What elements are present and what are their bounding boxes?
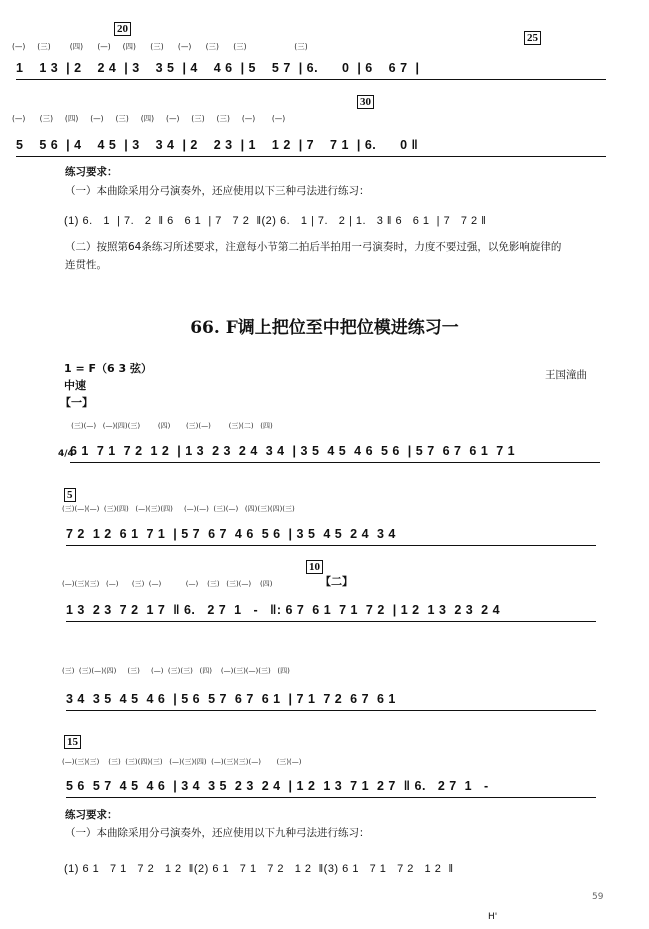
rhythm-underline — [66, 621, 596, 622]
requirement-1-top: （一）本曲除采用分弓演奏外，还应使用以下三种弓法进行练习： — [65, 185, 370, 197]
rhythm-underline — [66, 797, 596, 798]
notation-row-top-1: 1 1 3 | 2 2 4 | 3 3 5 | 4 4 6 | 5 5 7 | 6. 0 | 6 6 7 | — [16, 61, 420, 75]
requirement-1-bottom: （一）本曲除采用分弓演奏外，还应使用以下九种弓法进行练习： — [65, 827, 370, 839]
requirement-2-line2: 连贯性。 — [65, 259, 107, 271]
footer-mark: H' — [488, 912, 498, 922]
rhythm-underline — [16, 156, 606, 157]
time-signature: 4/4 — [58, 449, 74, 459]
composer: 王国潼曲 — [545, 369, 587, 381]
fingering-row-1: (三)(—) (—)(四)(三) (四) (三)(—) (三)(二) (四) — [60, 422, 273, 430]
rhythm-underline — [70, 462, 600, 463]
tempo-marking: 中速 — [64, 379, 86, 392]
measure-number-30: 30 — [357, 95, 374, 109]
measure-number-20: 20 — [114, 22, 131, 36]
page-number: 59 — [592, 892, 604, 902]
notation-row-top-2: 5 5 6 | 4 4 5 | 3 3 4 | 2 2 3 | 1 1 2 | 7 7 1 | 6. 0 ‖ — [16, 138, 419, 152]
fingering-row-4: (三) (三)(—)(四) (三) (—) (三)(三) (四) (—)(三)(—)(三) (四) — [62, 667, 290, 675]
section-label-2: 【二】 — [320, 575, 353, 588]
measure-number-10: 10 — [306, 560, 323, 574]
notation-row-3: 1 3 2 3 7 2 1 7 ‖ 6. 2 7 1 - ‖: 6 7 6 1 7 1 7 2 | 1 2 1 3 2 3 2 4 — [66, 603, 501, 617]
measure-number-25: 25 — [524, 31, 541, 45]
section-label-1: 【一】 — [60, 396, 93, 409]
key-signature: 1 = F（6 3 弦） — [64, 362, 153, 375]
requirements-title-bottom: 练习要求： — [65, 809, 118, 821]
bowing-patterns-top: (1) 6. 1 | 7. 2 ‖ 6 6 1 | 7 7 2 ‖(2) 6. 1 | 7. 2 | 1. 3 ‖ 6 6 1 | 7 7 2 ‖ — [64, 215, 487, 227]
fingering-row-3: (—)(三)(三) (—) (三) (—) (—) (三) (三)(—) (四) — [62, 580, 273, 588]
notation-row-4: 3 4 3 5 4 5 4 6 | 5 6 5 7 6 7 6 1 | 7 1 7 2 6 7 6 1 — [66, 692, 396, 706]
rhythm-underline — [16, 79, 606, 80]
fingering-row-2: (三)(—)(—) (三)(四) (—)(三)(四) (—)(—) (三)(—) (四)(三)(四)(三) — [62, 505, 295, 513]
measure-number-5: 5 — [64, 488, 76, 502]
requirement-2-line1: （二）按照第64条练习所述要求，注意每小节第二拍后半拍用一弓演奏时，力度不要过强，以免影响旋律的 — [65, 241, 562, 253]
measure-number-15: 15 — [64, 735, 81, 749]
requirements-title-top: 练习要求： — [65, 166, 118, 178]
fingering-row-5: (—)(三)(三) (三) (三)(四)(三) (—)(三)(四) (—)(三)(三)(—) (三)(—) — [62, 758, 302, 766]
fingering-row-top-2: (—) (三) (四) (—) (三) (四) (—) (三) (三) (—) (—) — [12, 114, 286, 123]
piece-title: 66. F调上把位至中把位模进练习一 — [190, 318, 459, 338]
fingering-row-top-1: (—) (三) (四) (—) (四) (三) (—) (三) (三) (三) — [12, 42, 308, 51]
notation-row-5: 5 6 5 7 4 5 4 6 | 3 4 3 5 2 3 2 4 | 1 2 1 3 7 1 2 7 ‖ 6. 2 7 1 - — [66, 779, 489, 793]
rhythm-underline — [66, 710, 596, 711]
rhythm-underline — [66, 545, 596, 546]
notation-row-2: 7 2 1 2 6 1 7 1 | 5 7 6 7 4 6 5 6 | 3 5 4 5 2 4 3 4 — [66, 527, 396, 541]
bowing-patterns-bottom: (1) 6 1 7 1 7 2 1 2 ‖(2) 6 1 7 1 7 2 1 2 ‖(3) 6 1 7 1 7 2 1 2 ‖ — [64, 863, 454, 875]
notation-row-1: 6 1 7 1 7 2 1 2 | 1 3 2 3 2 4 3 4 | 3 5 4 5 4 6 5 6 | 5 7 6 7 6 1 7 1 — [70, 444, 516, 458]
